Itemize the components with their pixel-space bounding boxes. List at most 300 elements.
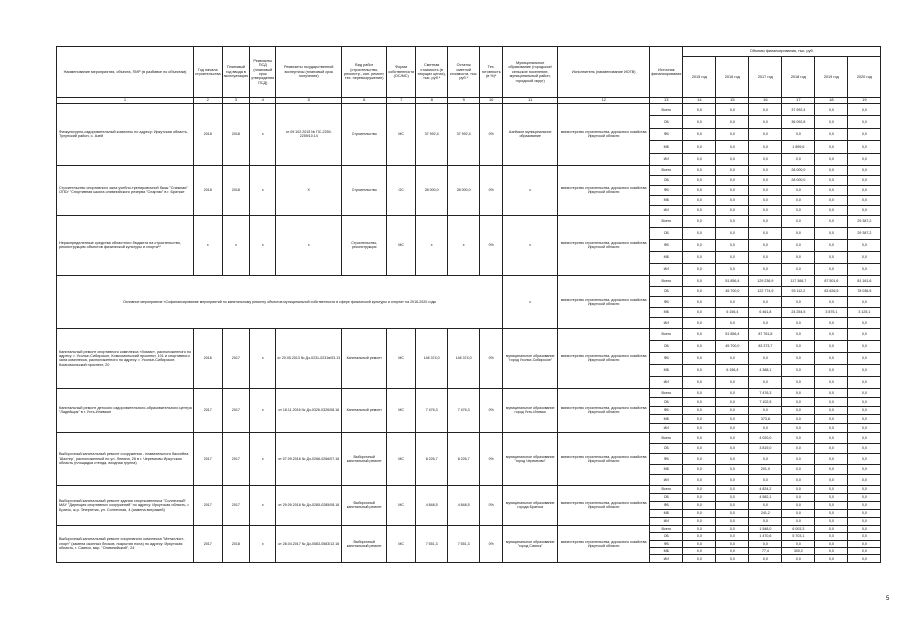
col-header-plan-year: Плановый год ввода в эксплуатацию <box>222 47 250 98</box>
funding-value: 0,0 <box>716 525 749 532</box>
col-number: 13 <box>650 98 683 104</box>
funding-source: ФБ <box>650 406 683 415</box>
table-row <box>57 525 881 532</box>
funding-value: 0,0 <box>848 406 881 415</box>
col-number: 17 <box>782 98 815 104</box>
executor: министерство строительства, дорожного хозяйства Иркутской области <box>558 485 650 525</box>
col-number: 18 <box>815 98 848 104</box>
funding-value: 0,0 <box>848 318 881 329</box>
remaining-cost: 4 848,5 <box>448 485 480 525</box>
funding-value: 0,0 <box>716 443 749 454</box>
funding-value: 0,0 <box>749 205 782 215</box>
funding-value: 0,0 <box>815 406 848 415</box>
funding-value: 0,0 <box>782 485 815 493</box>
funding-source: Всего <box>650 104 683 116</box>
estimated-cost: 8 226,7 <box>416 432 448 485</box>
funding-source: МБ <box>650 307 683 318</box>
table-row <box>57 328 881 340</box>
funding-value: 0,0 <box>749 376 782 388</box>
funding-source: Всего <box>650 165 683 175</box>
funding-source: ИИ <box>650 424 683 433</box>
funding-value: 0,0 <box>749 251 782 263</box>
funding-source: МБ <box>650 548 683 555</box>
funding-value: 0,0 <box>749 185 782 195</box>
funding-source: ФБ <box>650 454 683 465</box>
funding-value: 0,0 <box>782 215 815 227</box>
funding-value: 3 819,0 <box>749 443 782 454</box>
funding-value: 0,0 <box>782 432 815 443</box>
funding-value: 0,0 <box>749 153 782 165</box>
funding-value: 0,0 <box>848 185 881 195</box>
readiness: 0% <box>480 215 503 275</box>
funding-value: 0,0 <box>683 275 716 286</box>
funding-value: 0,0 <box>848 424 881 433</box>
funding-value: 0,0 <box>848 388 881 397</box>
funding-value: 0,0 <box>716 116 749 128</box>
municipality: х <box>503 165 558 215</box>
funding-value: 0,0 <box>749 215 782 227</box>
funding-value: 0,0 <box>716 165 749 175</box>
municipality: муниципальное образование "город Усолье-Сибирское" <box>503 328 558 388</box>
executor: министерство строительства, дорожного хозяйства Иркутской области <box>558 328 650 388</box>
col-header-year: 2020 год <box>848 57 881 98</box>
funding-value: 0,0 <box>848 533 881 540</box>
funding-value: 0,0 <box>749 540 782 547</box>
funding-value: 37 992,4 <box>782 104 815 116</box>
funding-value: 0,0 <box>782 195 815 205</box>
funding-source: МБ <box>650 415 683 424</box>
funding-value: 0,0 <box>683 517 716 525</box>
start-year: 2017 <box>194 388 223 432</box>
funding-source: ФБ <box>650 297 683 308</box>
funding-value: 7 476,3 <box>749 388 782 397</box>
funding-value: 0,0 <box>716 195 749 205</box>
funding-value: 0,0 <box>815 104 848 116</box>
funding-value: 0,0 <box>848 415 881 424</box>
funding-value: 0,0 <box>815 485 848 493</box>
funding-value: 0,0 <box>815 227 848 239</box>
funding-value: 0,0 <box>848 464 881 475</box>
funding-value: 87 501,6 <box>815 275 848 286</box>
work-type: Выборочный капитальный ремонт <box>342 525 387 562</box>
funding-value: 0,0 <box>815 153 848 165</box>
col-header-executor: Исполнитель (наименование ИОГВ) <box>558 47 650 98</box>
col-number: 11 <box>503 98 558 104</box>
funding-value: 0,0 <box>683 215 716 227</box>
funding-value: 0,0 <box>848 540 881 547</box>
remaining-cost: 146 374,0 <box>448 328 480 388</box>
funding-value: 0,0 <box>749 175 782 185</box>
expertise-details: от 07.09.2016 № Дз-0266-0266/07.16 <box>276 432 342 485</box>
funding-value: 0,0 <box>716 475 749 486</box>
funding-value: 0,0 <box>749 227 782 239</box>
start-year: х <box>194 215 223 275</box>
object-name: Выборочный капитальный ремонт спортивного комплекса "Металлист-спорт" (замена оконных блоков, покрытия пола) по адресу: Иркутская область, г. Саянск, мкр. "Олимпийский", 24 <box>57 525 194 562</box>
funding-value: 93 112,2 <box>782 286 815 297</box>
funding-source: МБ <box>650 364 683 376</box>
funding-value: 83 626,5 <box>815 286 848 297</box>
executor: министерство строительства, дорожного хозяйства Иркутской области <box>558 165 650 215</box>
funding-value: 0,0 <box>683 406 716 415</box>
funding-value: 0,0 <box>848 128 881 140</box>
funding-value: 0,0 <box>716 493 749 501</box>
expertise-details: от 29.09.2016 № Дз-0285-0285/08.16 <box>276 485 342 525</box>
funding-value: 0,0 <box>848 141 881 153</box>
col-header-cost: Сметная стоимость (в текущих ценах), тыс. руб.* <box>416 47 448 98</box>
readiness: 0% <box>480 525 503 562</box>
start-year: 2017 <box>194 525 223 562</box>
funding-value: 6 156,4 <box>716 307 749 318</box>
funding-value: 0,0 <box>683 328 716 340</box>
funding-value: 0,0 <box>683 239 716 251</box>
funding-value: 0,0 <box>782 328 815 340</box>
funding-value: 0,0 <box>716 397 749 406</box>
municipality: муниципальное образование город Усть-Илимск <box>503 388 558 432</box>
funding-value: 0,0 <box>716 548 749 555</box>
funding-value: 0,0 <box>683 509 716 517</box>
start-year: 2017 <box>194 485 223 525</box>
executor: министерство строительства, дорожного хозяйства Иркутской области <box>558 525 650 562</box>
funding-value: 0,0 <box>848 432 881 443</box>
funding-value: 0,0 <box>782 185 815 195</box>
expertise-details: х <box>276 215 342 275</box>
funding-value: 51 856,4 <box>716 328 749 340</box>
funding-value: 0,0 <box>683 540 716 547</box>
funding-value: 0,0 <box>683 464 716 475</box>
funding-value: 0,0 <box>749 555 782 562</box>
funding-value: 28 000,0 <box>782 175 815 185</box>
funding-value: 0,0 <box>683 263 716 275</box>
funding-value: 0,0 <box>716 424 749 433</box>
funding-value: 0,0 <box>848 297 881 308</box>
funding-value: 0,0 <box>683 104 716 116</box>
funding-value: 36 092,8 <box>782 116 815 128</box>
funding-value: 7 102,5 <box>749 397 782 406</box>
funding-value: 0,0 <box>782 352 815 364</box>
readiness: 0% <box>480 165 503 215</box>
col-header-remaining: Остаток сметной стоимости, тыс. руб.* <box>448 47 480 98</box>
executor: министерство строительства, дорожного хозяйства Иркутской области <box>558 104 650 166</box>
funding-source: ФБ <box>650 352 683 364</box>
funding-value: 87 761,8 <box>749 328 782 340</box>
object-name: Нераспределенные средства областного бюджета на строительство, реконструкцию объектов физической культуры и спорта** <box>57 215 194 275</box>
funding-source: ФБ <box>650 239 683 251</box>
funding-value: 0,0 <box>782 128 815 140</box>
col-header-year: 2015 год <box>683 57 716 98</box>
funding-value: 0,0 <box>749 475 782 486</box>
col-number: 16 <box>749 98 782 104</box>
funding-source: ИИ <box>650 517 683 525</box>
funding-value: 0,0 <box>815 432 848 443</box>
funding-value: 117 366,7 <box>782 275 815 286</box>
funding-value: 0,0 <box>782 388 815 397</box>
funding-value: 0,0 <box>716 205 749 215</box>
readiness: 0% <box>480 485 503 525</box>
funding-value: 83 373,7 <box>749 340 782 352</box>
ownership: МС <box>387 485 416 525</box>
funding-source: ФБ <box>650 185 683 195</box>
start-year: 2018 <box>194 165 223 215</box>
funding-value: 0,0 <box>716 540 749 547</box>
funding-value: 0,0 <box>683 501 716 509</box>
funding-source: ФБ <box>650 128 683 140</box>
funding-value: 24 254,5 <box>782 307 815 318</box>
funding-value: 28 000,0 <box>782 165 815 175</box>
funding-value: 0,0 <box>815 297 848 308</box>
funding-value: 0,0 <box>815 251 848 263</box>
ownership: МС <box>387 104 416 166</box>
funding-value: 0,0 <box>749 263 782 275</box>
funding-value: 300,2 <box>782 548 815 555</box>
col-number: 5 <box>276 98 342 104</box>
plan-year: 2017 <box>222 328 250 388</box>
funding-source: ФБ <box>650 501 683 509</box>
funding-value: 0,0 <box>683 397 716 406</box>
col-header-psd: Реквизиты ПСД (плановый срок утверждения ПСД) <box>250 47 276 98</box>
remaining-cost: 8 226,7 <box>448 432 480 485</box>
expertise-details: от 20.05.2013 № Дз-0231-0231в/03.13 <box>276 328 342 388</box>
municipality: х <box>503 215 558 275</box>
funding-value: 0,0 <box>716 388 749 397</box>
funding-value: 4 388,1 <box>749 364 782 376</box>
remaining-cost: 37 992,4 <box>448 104 480 166</box>
funding-value: 0,0 <box>848 175 881 185</box>
funding-value: 0,0 <box>716 454 749 465</box>
funding-value: 0,0 <box>749 406 782 415</box>
executor: министерство строительства, дорожного хозяйства Иркутской области <box>558 275 650 328</box>
funding-source: ИИ <box>650 376 683 388</box>
estimated-cost: 7 476,3 <box>416 388 448 432</box>
funding-source: ИИ <box>650 318 683 329</box>
section-title: Основное мероприятие «Софинансирование мероприятий по капитальному ремонту объектов муниципальной собственности в сфере физической культуры и спорта» на 2016-2020 годы <box>57 275 503 328</box>
funding-value: 0,0 <box>848 454 881 465</box>
psd-details: х <box>250 104 276 166</box>
psd-details: х <box>250 215 276 275</box>
funding-value: 0,0 <box>848 263 881 275</box>
funding-source: ОБ <box>650 175 683 185</box>
funding-source: МБ <box>650 251 683 263</box>
funding-source: ФБ <box>650 540 683 547</box>
funding-value: 0,0 <box>782 251 815 263</box>
funding-value: 0,0 <box>683 251 716 263</box>
remaining-cost: 28 000,0 <box>448 165 480 215</box>
funding-value: 29 387,2 <box>848 227 881 239</box>
funding-value: 0,0 <box>683 548 716 555</box>
funding-value: 0,0 <box>815 195 848 205</box>
funding-value: 0,0 <box>716 153 749 165</box>
funding-value: 0,0 <box>749 128 782 140</box>
funding-value: 0,0 <box>782 318 815 329</box>
funding-value: 0,0 <box>815 397 848 406</box>
funding-value: 0,0 <box>749 297 782 308</box>
readiness: 0% <box>480 328 503 388</box>
col-header-financing: Объемы финансирования, тыс. руб. <box>683 47 881 57</box>
estimated-cost: 4 848,5 <box>416 485 448 525</box>
plan-year: 2017 <box>222 432 250 485</box>
funding-source: ИИ <box>650 475 683 486</box>
funding-value: 0,0 <box>782 493 815 501</box>
funding-value: 0,0 <box>716 297 749 308</box>
funding-value: 0,0 <box>749 517 782 525</box>
funding-value: 0,0 <box>782 297 815 308</box>
funding-value: 0,0 <box>749 239 782 251</box>
col-number: 10 <box>480 98 503 104</box>
funding-value: 0,0 <box>815 175 848 185</box>
funding-source: ОБ <box>650 397 683 406</box>
municipality: муниципальное образование "город Черемхово" <box>503 432 558 485</box>
funding-source: ИИ <box>650 153 683 165</box>
expertise-details: Х <box>276 165 342 215</box>
funding-value: 0,0 <box>782 263 815 275</box>
funding-value: 0,0 <box>716 141 749 153</box>
expertise-details: от 18.11.2016 № Дз-0326-0326/08.16 <box>276 388 342 432</box>
expertise-details: от 28.04.2017 № Дз-0583-0583/12.16 <box>276 525 342 562</box>
municipality: Азейское муниципальное образование <box>503 104 558 166</box>
funding-value: 0,0 <box>782 454 815 465</box>
page-number: 5 <box>886 596 890 602</box>
funding-value: 0,0 <box>683 364 716 376</box>
funding-source: Всего <box>650 215 683 227</box>
funding-value: 0,0 <box>716 415 749 424</box>
section-row <box>57 275 881 286</box>
col-number: 12 <box>558 98 650 104</box>
start-year: 2016 <box>194 328 223 388</box>
funding-value: 5 703,1 <box>782 533 815 540</box>
funding-value: 0,0 <box>683 388 716 397</box>
funding-value: 0,0 <box>749 116 782 128</box>
funding-source: ОБ <box>650 286 683 297</box>
col-number: 8 <box>416 98 448 104</box>
funding-value: 0,0 <box>716 215 749 227</box>
funding-value: 0,0 <box>716 533 749 540</box>
funding-value: 0,0 <box>848 153 881 165</box>
funding-value: 0,0 <box>848 548 881 555</box>
funding-value: 0,0 <box>716 175 749 185</box>
expertise-details: от 09.102.2015 № ПС-2259-2259/10.14 <box>276 104 342 166</box>
funding-source: ИИ <box>650 263 683 275</box>
funding-value: 0,0 <box>716 464 749 475</box>
col-header-year: 2018 год <box>782 57 815 98</box>
funding-value: 0,0 <box>815 376 848 388</box>
funding-value: 0,0 <box>815 318 848 329</box>
funding-source: МБ <box>650 509 683 517</box>
funding-value: 0,0 <box>848 104 881 116</box>
funding-value: 0,0 <box>848 205 881 215</box>
funding-value: 0,0 <box>716 239 749 251</box>
funding-value: 0,0 <box>782 509 815 517</box>
funding-value: 0,0 <box>782 540 815 547</box>
funding-source: МБ <box>650 141 683 153</box>
psd-details: х <box>250 388 276 432</box>
funding-value: 0,0 <box>716 263 749 275</box>
funding-value: 0,0 <box>782 376 815 388</box>
funding-value: 0,0 <box>683 533 716 540</box>
funding-value: 0,0 <box>782 153 815 165</box>
funding-value: 0,0 <box>848 397 881 406</box>
funding-value: 0,0 <box>683 185 716 195</box>
funding-value: 0,0 <box>815 493 848 501</box>
table-row <box>57 388 881 397</box>
funding-value: 0,0 <box>683 153 716 165</box>
funding-value: 6 156,4 <box>716 364 749 376</box>
work-type: Выборочный капитальный ремонт <box>342 485 387 525</box>
readiness: 0% <box>480 432 503 485</box>
funding-value: 0,0 <box>683 376 716 388</box>
funding-value: 0,0 <box>716 517 749 525</box>
readiness: 0% <box>480 388 503 432</box>
funding-value: 0,0 <box>848 239 881 251</box>
plan-year: х <box>222 215 250 275</box>
funding-value: 0,0 <box>683 340 716 352</box>
funding-value: 0,0 <box>683 424 716 433</box>
funding-value: 0,0 <box>716 485 749 493</box>
funding-value: 0,0 <box>848 485 881 493</box>
funding-value: 0,0 <box>749 141 782 153</box>
funding-value: 0,0 <box>716 432 749 443</box>
funding-value: 1 470,6 <box>749 533 782 540</box>
funding-value: 373,8 <box>749 415 782 424</box>
funding-value: 0,0 <box>848 493 881 501</box>
col-header-ownership: Форма собственности (ОС/МС) <box>387 47 416 98</box>
remaining-cost: 7 476,3 <box>448 388 480 432</box>
funding-value: 0,0 <box>848 116 881 128</box>
funding-value: 0,0 <box>815 525 848 532</box>
funding-value: 0,0 <box>749 318 782 329</box>
municipality: х <box>503 275 558 328</box>
municipality: муниципальное образование города Братска <box>503 485 558 525</box>
executor: министерство строительства, дорожного хозяйства Иркутской области <box>558 215 650 275</box>
work-type: Капитальный ремонт <box>342 388 387 432</box>
funding-value: 0,0 <box>815 475 848 486</box>
funding-value: 0,0 <box>683 493 716 501</box>
col-number: 9 <box>448 98 480 104</box>
funding-value: 0,0 <box>815 141 848 153</box>
funding-value: 4 020,0 <box>749 432 782 443</box>
col-header-year: 2016 год <box>716 57 749 98</box>
funding-source: ИИ <box>650 205 683 215</box>
work-type: Строительство <box>342 104 387 166</box>
funding-value: 0,0 <box>848 251 881 263</box>
funding-value: 0,0 <box>716 376 749 388</box>
funding-source: ОБ <box>650 493 683 501</box>
funding-value: 0,0 <box>683 297 716 308</box>
ownership: МС <box>387 432 416 485</box>
object-name: Физкультурно-оздоровительный комплекс по адресу: Иркутская область, Тулунский район, с. Азей <box>57 104 194 166</box>
funding-value: 81 161,6 <box>848 275 881 286</box>
funding-value: 77,4 <box>749 548 782 555</box>
funding-value: 45 700,0 <box>716 340 749 352</box>
funding-source: МБ <box>650 195 683 205</box>
col-header-readiness: Тех. готовность (в %)* <box>480 47 503 98</box>
funding-value: 241,2 <box>749 509 782 517</box>
funding-value: 3 125,1 <box>848 307 881 318</box>
funding-value: 0,0 <box>815 364 848 376</box>
col-number: 2 <box>194 98 223 104</box>
funding-value: 0,0 <box>683 415 716 424</box>
funding-value: 3 875,1 <box>815 307 848 318</box>
funding-value: 0,0 <box>782 205 815 215</box>
funding-source: ОБ <box>650 227 683 239</box>
funding-value: 0,0 <box>782 364 815 376</box>
table-row <box>57 215 881 227</box>
plan-year: 2017 <box>222 485 250 525</box>
funding-value: 129 236,9 <box>749 275 782 286</box>
funding-source: ОБ <box>650 443 683 454</box>
funding-value: 0,0 <box>782 555 815 562</box>
funding-value: 0,0 <box>716 251 749 263</box>
funding-source: Всего <box>650 485 683 493</box>
funding-value: 0,0 <box>683 175 716 185</box>
